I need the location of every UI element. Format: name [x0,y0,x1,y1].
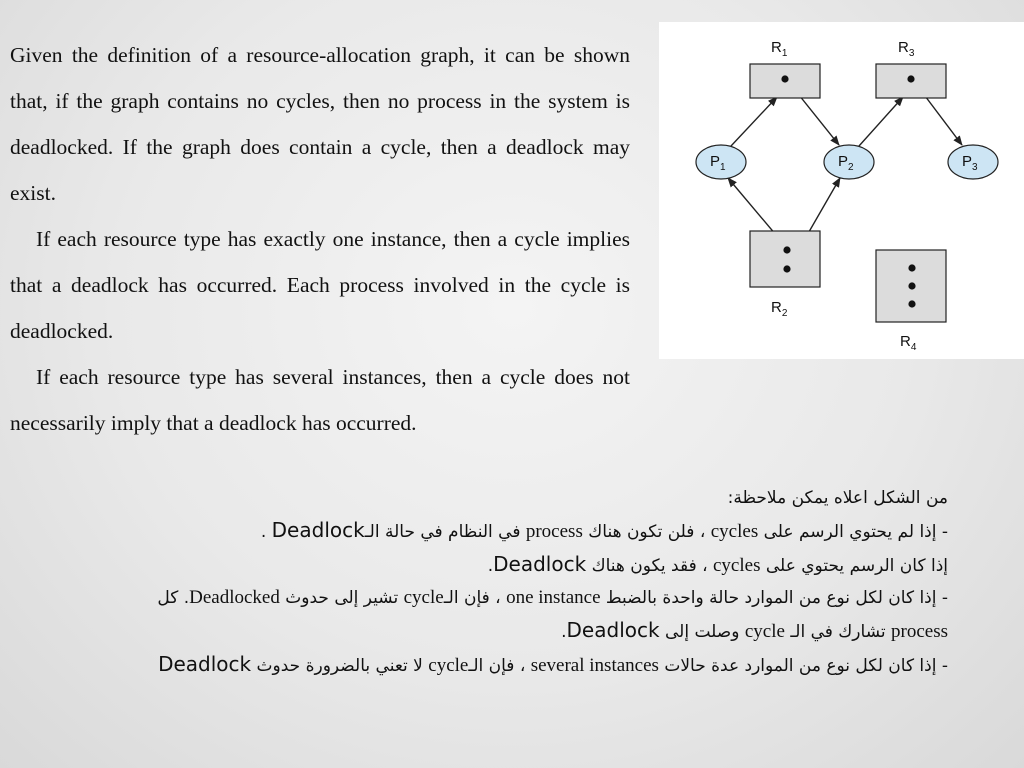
arabic-line-4 [48,614,948,648]
english-text-block [10,32,630,446]
resource-r2 [750,231,820,287]
text-segment: تشير إلى حدوث [285,588,399,608]
label-r4: $R_4$ [900,333,917,353]
text-segment: cycle [428,655,469,676]
instance-dot [781,75,788,82]
arabic-line-2 [48,548,948,582]
graph-canvas [659,22,1024,359]
label-p2: $P_2$ [838,153,854,173]
label-r3: $R_3$ [898,39,915,59]
text-segment: تشارك في الـ [790,622,886,642]
label-p3: $P_3$ [962,153,978,173]
text-segment: several instances [530,655,659,676]
paragraph-2: If each resource type has exactly one instance, then a cycle implies that a deadlock has occurred. Each process involved in the cycle is deadlocked. [10,227,630,343]
text-segment: إذا كان الرسم يحتوي على [765,556,948,576]
text-segment: . [487,556,494,576]
arabic-line-3 [48,582,948,614]
arabic-notes [48,482,948,682]
text-segment: process [891,621,948,642]
paragraph-1: Given the definition of a resource-allocation graph, it can be shown that, if the graph contains no cycles, then no process in the system is deadlocked. If the graph does contain a cycle, then a deadlock may exist. [10,43,630,205]
text-segment: cycle [744,621,785,642]
text-segment: في النظام في حالة الـ [364,522,521,542]
text-segment: . [561,622,567,642]
text-segment: Deadlock [271,518,365,542]
text-segment: Deadlock [566,618,660,642]
arabic-intro: من الشكل اعلاه يمكن ملاحظة: [727,488,948,508]
instance-dot [908,300,915,307]
text-segment: ، فإن الـ [468,656,526,676]
edge-p2-r3 [859,97,903,146]
paragraph-3: If each resource type has several instances, then a cycle does not necessarily imply that a deadlock has occurred. [10,365,630,435]
text-segment: cycles [710,521,759,542]
text-segment: وصلت إلى [664,622,740,642]
text-segment: Deadlock [158,652,252,676]
text-segment: بالضبط [605,588,658,608]
text-segment: process [525,521,583,542]
text-segment: Deadlock [493,552,587,576]
text-segment: حالة واحدة [662,588,740,608]
text-segment: cycles [713,555,761,576]
text-segment: ، فقد يكون هناك [591,556,708,576]
instance-dot [907,75,914,82]
instance-dot [783,265,790,272]
edge-p1-r1 [731,97,777,146]
instance-dot [908,282,915,289]
label-r1: $R_1$ [771,39,788,59]
arabic-line-1 [48,514,948,548]
arabic-line-5 [48,648,948,682]
text-segment: لا تعني بالضرورة حدوث [256,656,423,676]
text-segment: - إذا كان لكل نوع من الموارد [744,588,948,608]
label-r2: $R_2$ [771,299,788,319]
text-segment: Deadlocked [189,587,280,608]
text-segment: one instance [506,587,601,608]
text-segment: . [260,522,267,542]
resource-allocation-graph [659,22,1024,359]
text-segment: ، فلن تكون هناك [588,522,706,542]
text-segment: cycle [403,587,444,608]
text-segment: - إذا كان لكل نوع من الموارد عدة حالات [664,656,948,676]
text-segment: . كل [157,588,190,608]
instance-dot [908,264,915,271]
label-p1: $P_1$ [710,153,726,173]
text-segment: - إذا لم يحتوي الرسم على [763,522,948,542]
instance-dot [783,246,790,253]
text-segment: ، فإن الـ [443,588,501,608]
